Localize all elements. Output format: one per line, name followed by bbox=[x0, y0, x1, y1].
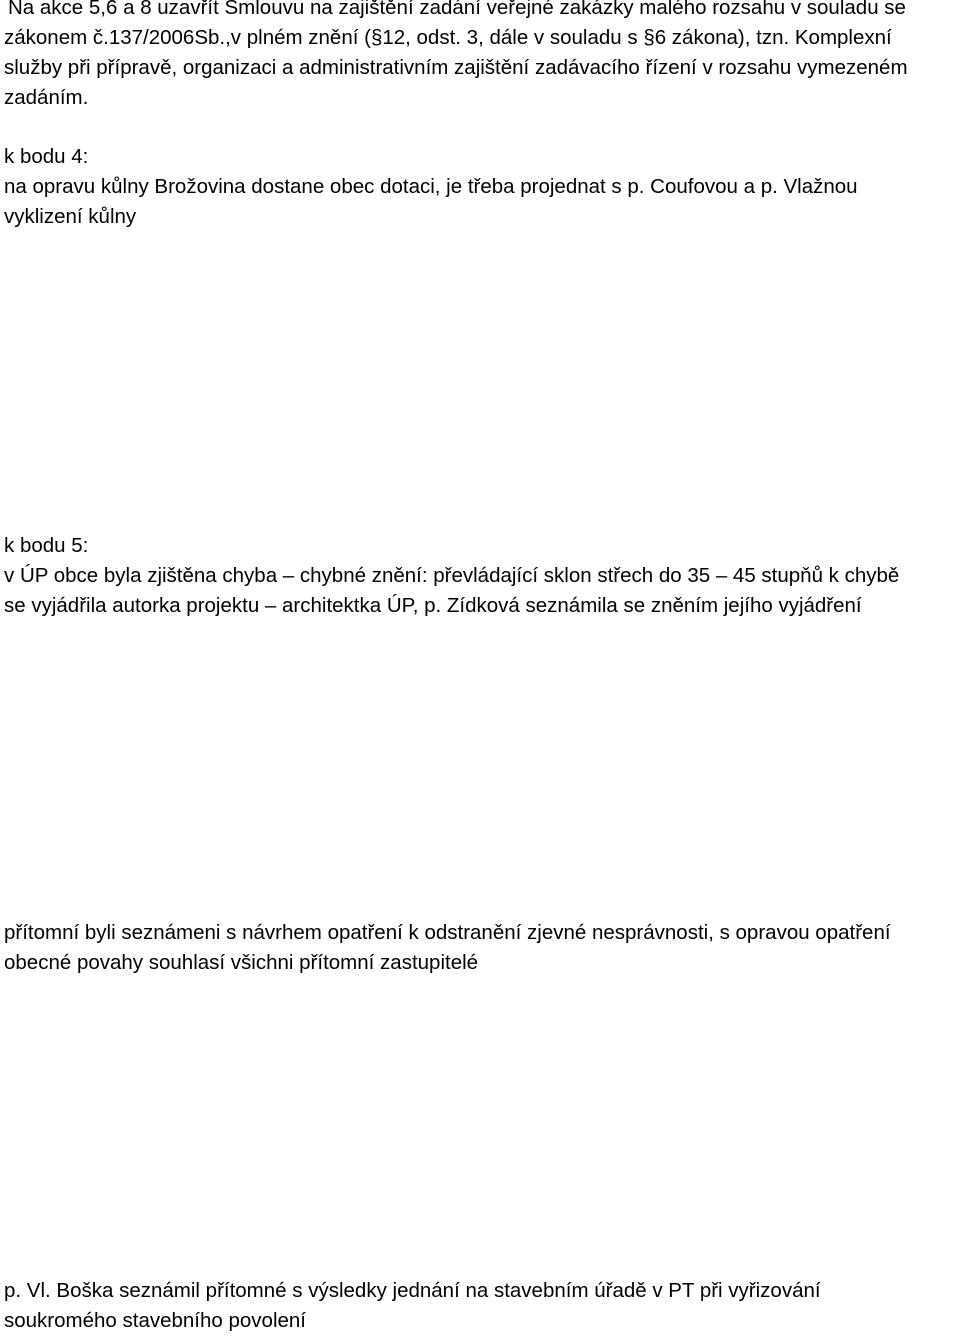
text-line: Na akce 5,6 a 8 uzavřít Smlouvu na zajištění zadání veřejné zakázky malého rozsahu v souladu se bbox=[8, 0, 906, 19]
section-bod-4 bbox=[4, 142, 956, 232]
text-line: vyklizení kůlny bbox=[4, 205, 137, 228]
section-bod-5 bbox=[4, 531, 956, 621]
text-line: přítomní byli seznámeni s návrhem opatření k odstranění zjevné nesprávnosti, s opravou opatření bbox=[4, 921, 891, 944]
text-line: v ÚP obce byla zjištěna chyba – chybné znění: převládající sklon střech do 35 – 45 stupňů k chybě bbox=[4, 564, 900, 587]
attendees-paragraph bbox=[4, 918, 956, 978]
intro-paragraph bbox=[4, 0, 956, 113]
text-line: zadáním. bbox=[4, 86, 89, 109]
text-line: soukromého stavebního povolení bbox=[4, 1309, 307, 1332]
section-heading: k bodu 5: bbox=[4, 534, 89, 557]
text-line: zákonem č.137/2006Sb.,v plném znění (§12, odst. 3, dále v souladu s §6 zákona), tzn. Komplexní bbox=[4, 26, 892, 49]
text-line: se vyjádřila autorka projektu – architektka ÚP, p. Zídková seznámila se zněním jejího vyjádření bbox=[4, 594, 862, 617]
text-line: obecné povahy souhlasí všichni přítomní zastupitelé bbox=[4, 951, 479, 974]
text-line: služby při přípravě, organizaci a administrativním zajištění zadávacího řízení v rozsahu vymezeném bbox=[4, 56, 908, 79]
section-heading: k bodu 4: bbox=[4, 145, 89, 168]
text-line: p. Vl. Boška seznámil přítomné s výsledky jednání na stavebním úřadě v PT při vyřizování bbox=[4, 1279, 821, 1302]
text-line: na opravu kůlny Brožovina dostane obec dotaci, je třeba projednat s p. Coufovou a p. Vlažnou bbox=[4, 175, 858, 198]
report-paragraph bbox=[4, 1276, 956, 1336]
